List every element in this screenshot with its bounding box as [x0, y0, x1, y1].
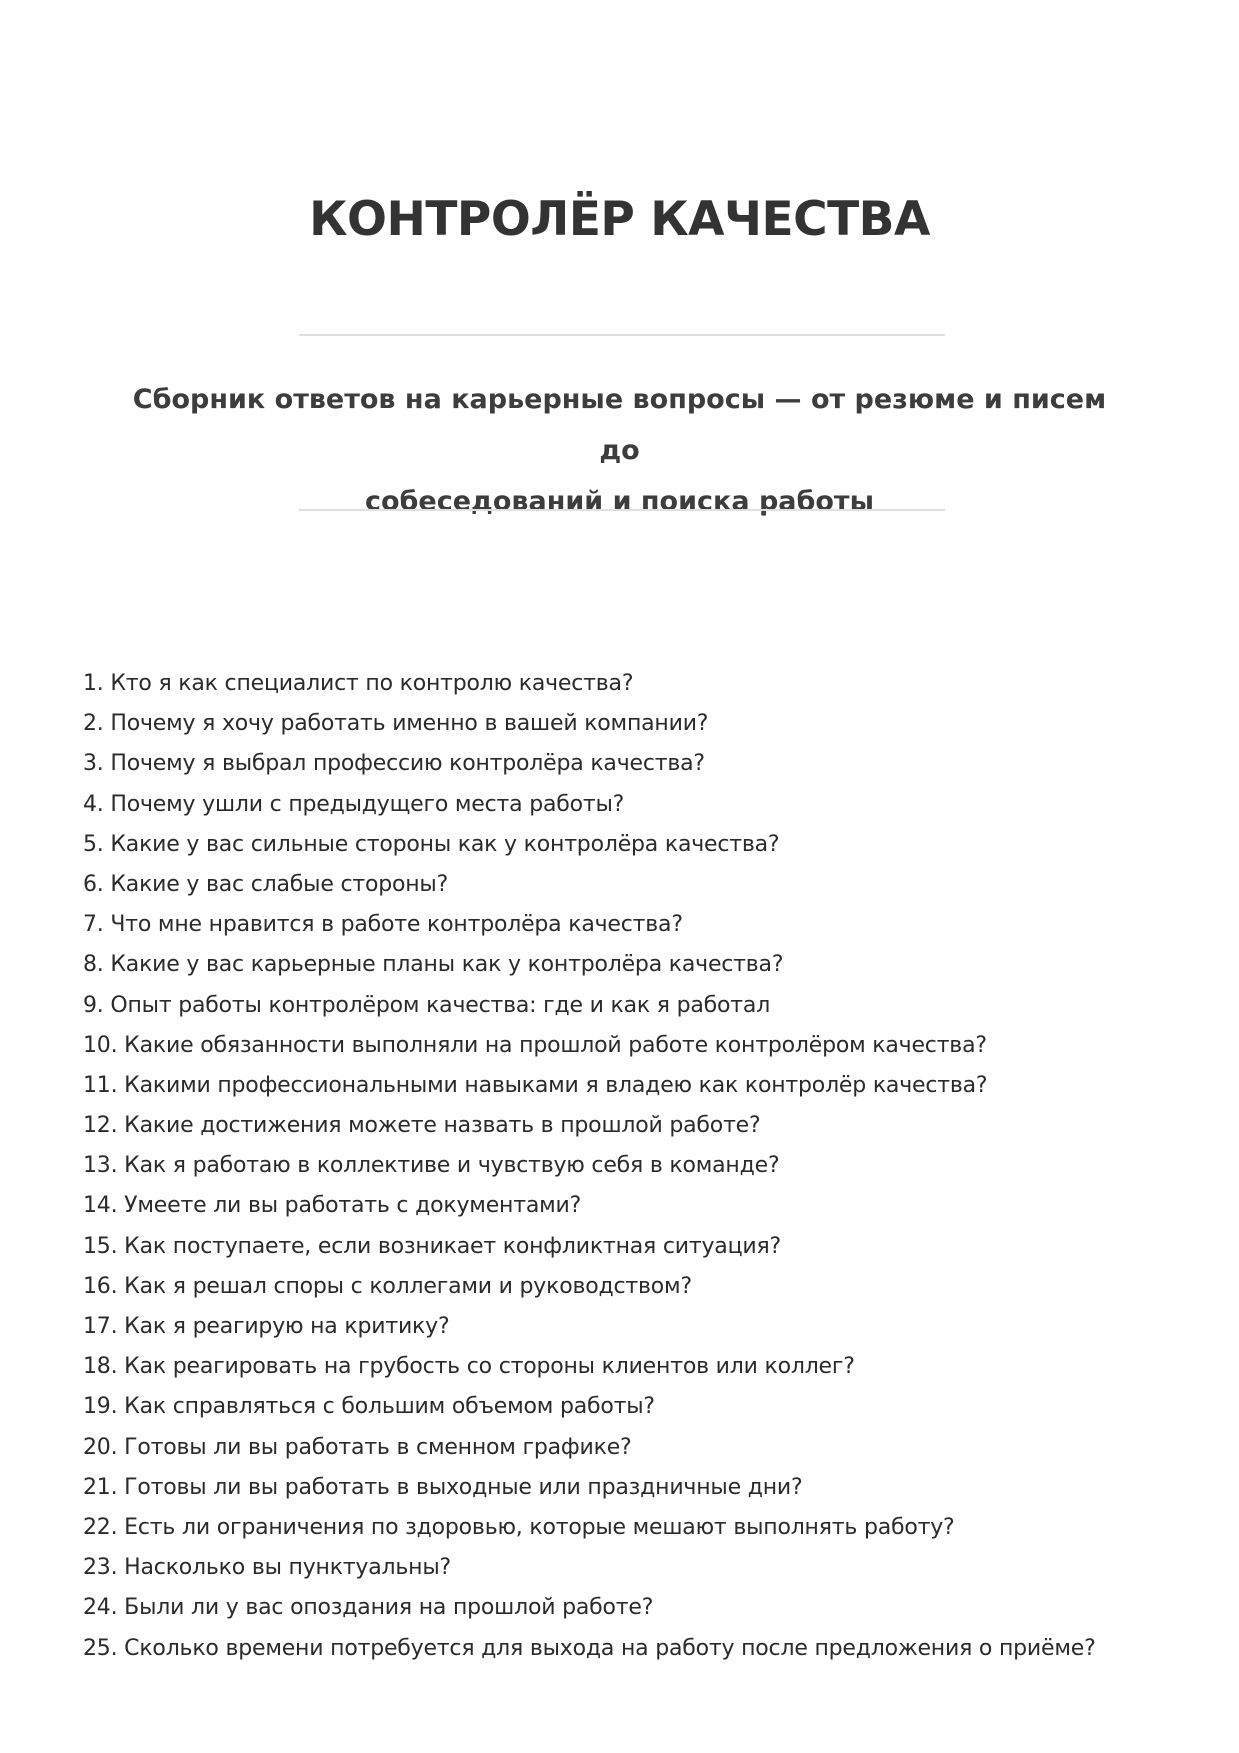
question-item: 17. Как я реагирую на критику?: [83, 1314, 450, 1339]
question-item: 23. Насколько вы пунктуальны?: [83, 1555, 451, 1581]
subtitle-line-1: Сборник ответов на карьерные вопросы — от резюме и писем до: [132, 384, 1107, 466]
bottom-divider: [299, 509, 945, 511]
question-item: 15. Как поступаете, если возникает конфликтная ситуация?: [83, 1233, 781, 1259]
question-item: 19. Как справляться с большим объемом работы?: [83, 1394, 655, 1420]
question-list: [83, 664, 1183, 1669]
question-item: 9. Опыт работы контролёром качества: где и как я работал: [83, 992, 771, 1018]
question-item: 20. Готовы ли вы работать в сменном графике?: [83, 1434, 632, 1460]
top-divider: [299, 334, 945, 336]
question-item: 14. Умеете ли вы работать с документами?: [83, 1193, 582, 1219]
question-item: 18. Как реагировать на грубость со стороны клиентов или коллег?: [83, 1354, 855, 1380]
question-item: 1. Кто я как специалист по контролю качества?: [83, 671, 634, 696]
question-item: 24. Были ли у вас опоздания на прошлой работе?: [83, 1595, 654, 1621]
question-item: 3. Почему я выбрал профессию контролёра качества?: [83, 751, 705, 777]
question-item: 5. Какие у вас сильные стороны как у контролёра качества?: [83, 831, 780, 857]
page-subtitle: [110, 374, 1129, 527]
question-item: 16. Как я решал споры с коллегами и руководством?: [83, 1273, 692, 1299]
question-item: 22. Есть ли ограничения по здоровью, которые мешают выполнять работу?: [83, 1514, 955, 1540]
question-item: 13. Как я работаю в коллективе и чувствую себя в команде?: [83, 1153, 780, 1179]
question-item: 2. Почему я хочу работать именно в вашей компании?: [83, 711, 709, 737]
page-title: КОНТРОЛЁР КАЧЕСТВА: [309, 192, 930, 247]
question-item: 7. Что мне нравится в работе контролёра качества?: [83, 912, 683, 938]
question-item: 6. Какие у вас слабые стороны?: [83, 871, 449, 897]
question-item: 21. Готовы ли вы работать в выходные или праздничные дни?: [83, 1474, 803, 1500]
question-item: 12. Какие достижения можете назвать в прошлой работе?: [83, 1113, 761, 1139]
subtitle-line-2: собеседований и поиска работы: [365, 486, 874, 517]
question-item: 8. Какие у вас карьерные планы как у контролёра качества?: [83, 952, 784, 978]
question-item: 4. Почему ушли с предыдущего места работы?: [83, 791, 625, 817]
question-item: 10. Какие обязанности выполняли на прошлой работе контролёром качества?: [83, 1032, 987, 1058]
question-item: 11. Какими профессиональными навыками я владею как контролёр качества?: [83, 1072, 988, 1098]
question-item: 25. Сколько времени потребуется для выхода на работу после предложения о приёме?: [83, 1635, 1096, 1661]
